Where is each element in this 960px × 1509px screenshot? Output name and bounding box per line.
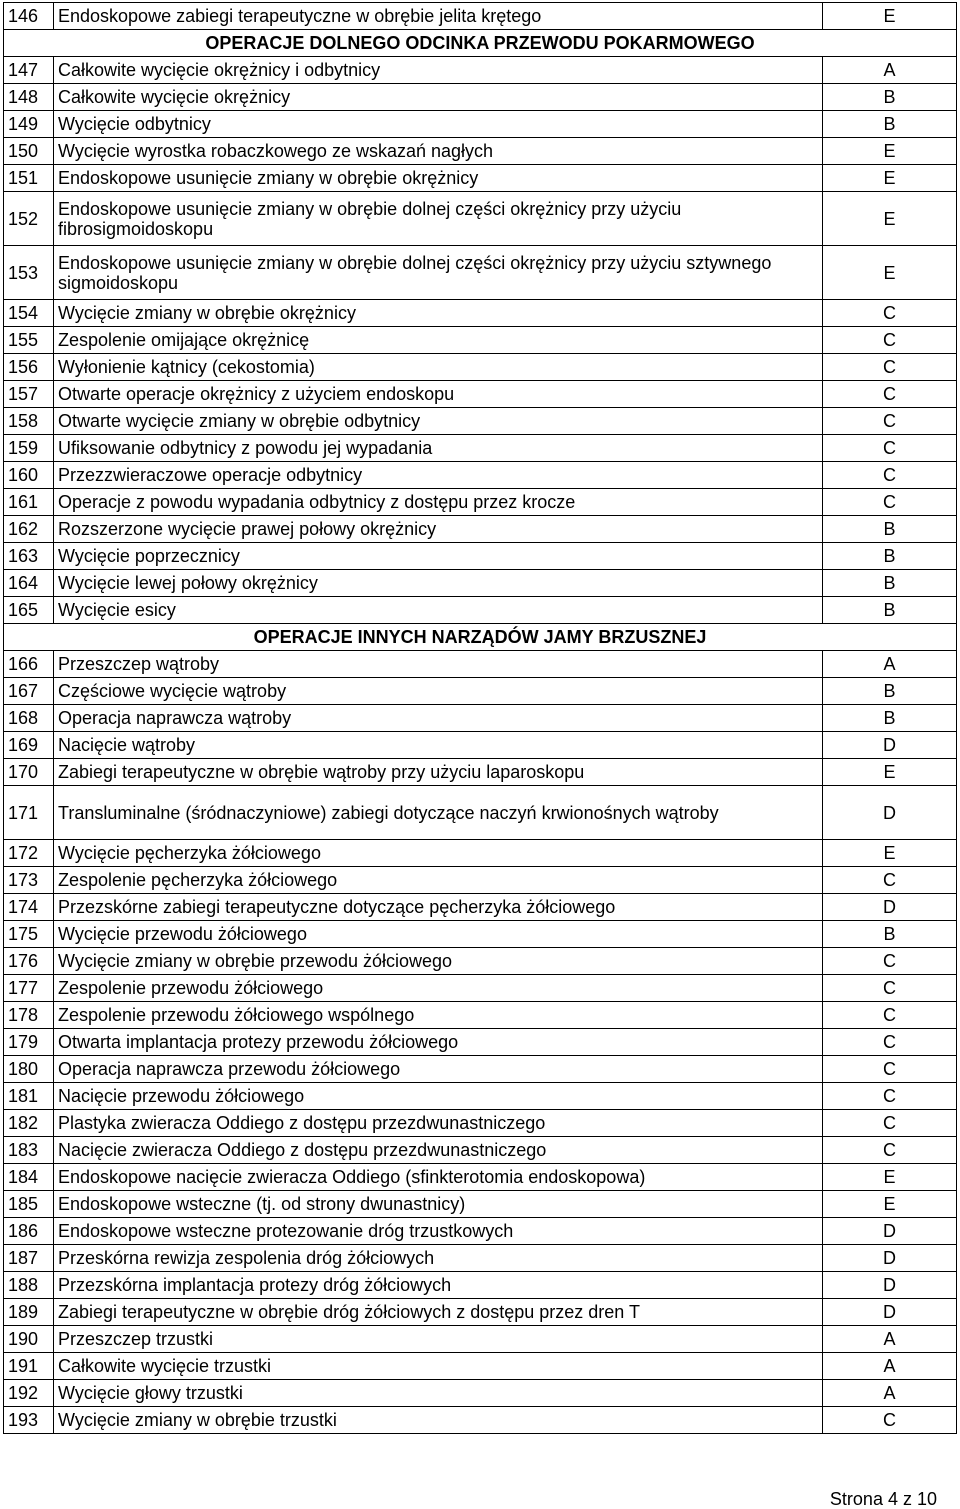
- procedure-category: C: [823, 1029, 957, 1056]
- table-row: [4, 705, 957, 732]
- procedure-category: B: [823, 678, 957, 705]
- procedure-number: 172: [4, 840, 54, 867]
- table-row: [4, 1326, 957, 1353]
- procedure-description: Przeskórna rewizja zespolenia dróg żółciowych: [54, 1245, 823, 1272]
- procedure-category: E: [823, 759, 957, 786]
- procedure-number: 154: [4, 300, 54, 327]
- procedure-description: Całkowite wycięcie trzustki: [54, 1353, 823, 1380]
- procedure-number: 179: [4, 1029, 54, 1056]
- table-row: [4, 3, 957, 30]
- table-row: [4, 111, 957, 138]
- procedure-category: C: [823, 1056, 957, 1083]
- procedure-number: 181: [4, 1083, 54, 1110]
- procedure-number: 190: [4, 1326, 54, 1353]
- procedure-number: 184: [4, 1164, 54, 1191]
- page-number-footer: Strona 4 z 10: [829, 1489, 937, 1509]
- procedure-number: 159: [4, 435, 54, 462]
- procedure-number: 174: [4, 894, 54, 921]
- procedure-description: Wycięcie lewej połowy okrężnicy: [54, 570, 823, 597]
- table-row: [4, 786, 957, 840]
- procedure-description: Operacja naprawcza wątroby: [54, 705, 823, 732]
- table-row: [4, 408, 957, 435]
- procedure-description: Nacięcie wątroby: [54, 732, 823, 759]
- procedure-description: Wycięcie głowy trzustki: [54, 1380, 823, 1407]
- procedure-description: Transluminalne (śródnaczyniowe) zabiegi dotyczące naczyń krwionośnych wątroby: [54, 786, 823, 840]
- procedure-category: B: [823, 516, 957, 543]
- procedure-number: 157: [4, 381, 54, 408]
- procedure-category: C: [823, 435, 957, 462]
- procedure-description: Rozszerzone wycięcie prawej połowy okrężnicy: [54, 516, 823, 543]
- procedure-number: 175: [4, 921, 54, 948]
- procedure-category: C: [823, 1083, 957, 1110]
- table-row: [4, 1002, 957, 1029]
- table-row: [4, 165, 957, 192]
- procedure-number: 186: [4, 1218, 54, 1245]
- procedure-number: 183: [4, 1137, 54, 1164]
- procedure-description: Ufiksowanie odbytnicy z powodu jej wypadania: [54, 435, 823, 462]
- table-row: [4, 1245, 957, 1272]
- table-row: [4, 1110, 957, 1137]
- table-row: [4, 651, 957, 678]
- procedure-number: 158: [4, 408, 54, 435]
- table-row: [4, 381, 957, 408]
- table-row: [4, 1353, 957, 1380]
- procedure-description: Zespolenie przewodu żółciowego: [54, 975, 823, 1002]
- procedure-category: D: [823, 894, 957, 921]
- table-row: [4, 462, 957, 489]
- procedure-category: C: [823, 1137, 957, 1164]
- procedure-category: E: [823, 3, 957, 30]
- table-row: [4, 570, 957, 597]
- procedure-category: B: [823, 597, 957, 624]
- procedure-description: Przeszczep wątroby: [54, 651, 823, 678]
- table-row: [4, 1218, 957, 1245]
- table-row: [4, 1164, 957, 1191]
- table-row: [4, 246, 957, 300]
- procedure-description: Operacje z powodu wypadania odbytnicy z dostępu przez krocze: [54, 489, 823, 516]
- table-row: [4, 867, 957, 894]
- procedure-description: Całkowite wycięcie okrężnicy: [54, 84, 823, 111]
- table-row: [4, 732, 957, 759]
- procedure-number: 188: [4, 1272, 54, 1299]
- procedure-description: Endoskopowe usunięcie zmiany w obrębie dolnej części okrężnicy przy użyciu sztywnego sigmoidoskopu: [54, 246, 823, 300]
- procedure-category: C: [823, 300, 957, 327]
- procedure-category: E: [823, 192, 957, 246]
- procedure-number: 149: [4, 111, 54, 138]
- procedures-table: [3, 2, 957, 1434]
- table-row: [4, 1137, 957, 1164]
- table-row: [4, 354, 957, 381]
- procedure-description: Endoskopowe usunięcie zmiany w obrębie dolnej części okrężnicy przy użyciu fibrosigmoidoskopu: [54, 192, 823, 246]
- procedure-number: 176: [4, 948, 54, 975]
- procedure-category: E: [823, 165, 957, 192]
- table-row: [4, 1083, 957, 1110]
- procedure-category: E: [823, 840, 957, 867]
- procedure-description: Nacięcie przewodu żółciowego: [54, 1083, 823, 1110]
- table-row: [4, 84, 957, 111]
- procedure-number: 148: [4, 84, 54, 111]
- procedure-number: 161: [4, 489, 54, 516]
- table-row: [4, 192, 957, 246]
- procedure-description: Wycięcie pęcherzyka żółciowego: [54, 840, 823, 867]
- procedure-description: Endoskopowe wsteczne (tj. od strony dwunastnicy): [54, 1191, 823, 1218]
- table-row: [4, 948, 957, 975]
- procedure-number: 178: [4, 1002, 54, 1029]
- table-row: [4, 1407, 957, 1434]
- table-row: [4, 1272, 957, 1299]
- procedure-category: D: [823, 1299, 957, 1326]
- procedure-number: 163: [4, 543, 54, 570]
- procedure-description: Zespolenie przewodu żółciowego wspólnego: [54, 1002, 823, 1029]
- procedure-category: A: [823, 1353, 957, 1380]
- procedure-number: 152: [4, 192, 54, 246]
- section-title: OPERACJE DOLNEGO ODCINKA PRZEWODU POKARMOWEGO: [4, 30, 957, 57]
- table-row: [4, 543, 957, 570]
- procedure-category: D: [823, 1245, 957, 1272]
- table-row: [4, 435, 957, 462]
- procedure-number: 192: [4, 1380, 54, 1407]
- table-row: [4, 1380, 957, 1407]
- procedure-description: Częściowe wycięcie wątroby: [54, 678, 823, 705]
- table-row: [4, 1029, 957, 1056]
- procedure-number: 189: [4, 1299, 54, 1326]
- procedure-category: C: [823, 1002, 957, 1029]
- table-row: [4, 489, 957, 516]
- table-row: [4, 327, 957, 354]
- procedure-number: 191: [4, 1353, 54, 1380]
- procedure-number: 150: [4, 138, 54, 165]
- procedure-number: 187: [4, 1245, 54, 1272]
- procedure-description: Wycięcie zmiany w obrębie okrężnicy: [54, 300, 823, 327]
- procedure-number: 171: [4, 786, 54, 840]
- procedure-description: Operacja naprawcza przewodu żółciowego: [54, 1056, 823, 1083]
- section-title: OPERACJE INNYCH NARZĄDÓW JAMY BRZUSZNEJ: [4, 624, 957, 651]
- procedure-description: Wycięcie odbytnicy: [54, 111, 823, 138]
- procedure-description: Zespolenie pęcherzyka żółciowego: [54, 867, 823, 894]
- procedure-description: Zabiegi terapeutyczne w obrębie wątroby przy użyciu laparoskopu: [54, 759, 823, 786]
- procedure-number: 167: [4, 678, 54, 705]
- procedure-category: C: [823, 1110, 957, 1137]
- procedure-number: 160: [4, 462, 54, 489]
- procedure-description: Otwarta implantacja protezy przewodu żółciowego: [54, 1029, 823, 1056]
- procedure-number: 164: [4, 570, 54, 597]
- procedure-description: Wycięcie wyrostka robaczkowego ze wskazań nagłych: [54, 138, 823, 165]
- procedure-category: C: [823, 408, 957, 435]
- procedure-number: 182: [4, 1110, 54, 1137]
- procedure-description: Wycięcie zmiany w obrębie trzustki: [54, 1407, 823, 1434]
- procedure-number: 165: [4, 597, 54, 624]
- procedure-description: Otwarte wycięcie zmiany w obrębie odbytnicy: [54, 408, 823, 435]
- procedure-category: C: [823, 948, 957, 975]
- procedure-category: B: [823, 84, 957, 111]
- table-row: [4, 975, 957, 1002]
- procedure-description: Endoskopowe usunięcie zmiany w obrębie okrężnicy: [54, 165, 823, 192]
- procedure-number: 147: [4, 57, 54, 84]
- table-row: [4, 516, 957, 543]
- procedure-description: Endoskopowe wsteczne protezowanie dróg trzustkowych: [54, 1218, 823, 1245]
- table-row: [4, 57, 957, 84]
- procedure-category: C: [823, 327, 957, 354]
- procedure-description: Nacięcie zwieracza Oddiego z dostępu przezdwunastniczego: [54, 1137, 823, 1164]
- procedure-category: A: [823, 57, 957, 84]
- procedure-description: Endoskopowe zabiegi terapeutyczne w obrębie jelita krętego: [54, 3, 823, 30]
- procedure-category: C: [823, 354, 957, 381]
- procedure-description: Przeszczep trzustki: [54, 1326, 823, 1353]
- table-row: [4, 1056, 957, 1083]
- procedure-description: Zabiegi terapeutyczne w obrębie dróg żółciowych z dostępu przez dren T: [54, 1299, 823, 1326]
- procedure-category: B: [823, 705, 957, 732]
- procedure-number: 193: [4, 1407, 54, 1434]
- procedure-category: D: [823, 732, 957, 759]
- procedure-number: 180: [4, 1056, 54, 1083]
- table-row: [4, 138, 957, 165]
- procedure-number: 146: [4, 3, 54, 30]
- procedure-category: B: [823, 543, 957, 570]
- procedure-description: Wycięcie przewodu żółciowego: [54, 921, 823, 948]
- procedure-category: D: [823, 1218, 957, 1245]
- procedure-category: E: [823, 1191, 957, 1218]
- procedure-number: 170: [4, 759, 54, 786]
- table-row: [4, 894, 957, 921]
- procedure-category: B: [823, 111, 957, 138]
- procedure-number: 156: [4, 354, 54, 381]
- procedure-number: 166: [4, 651, 54, 678]
- table-row: [4, 759, 957, 786]
- procedure-category: B: [823, 570, 957, 597]
- procedure-description: Przezskórna implantacja protezy dróg żółciowych: [54, 1272, 823, 1299]
- procedure-category: D: [823, 1272, 957, 1299]
- table-row: [4, 300, 957, 327]
- table-row: [4, 597, 957, 624]
- procedure-description: Przezzwieraczowe operacje odbytnicy: [54, 462, 823, 489]
- procedure-category: C: [823, 1407, 957, 1434]
- procedure-number: 168: [4, 705, 54, 732]
- procedure-description: Endoskopowe nacięcie zwieracza Oddiego (sfinkterotomia endoskopowa): [54, 1164, 823, 1191]
- section-header-row: [4, 30, 957, 57]
- procedures-table-body: [4, 3, 957, 1434]
- table-row: [4, 678, 957, 705]
- procedure-category: C: [823, 489, 957, 516]
- procedure-number: 155: [4, 327, 54, 354]
- table-row: [4, 1191, 957, 1218]
- procedure-number: 185: [4, 1191, 54, 1218]
- procedure-description: Wyłonienie kątnicy (cekostomia): [54, 354, 823, 381]
- procedure-description: Wycięcie zmiany w obrębie przewodu żółciowego: [54, 948, 823, 975]
- procedure-category: E: [823, 138, 957, 165]
- procedure-number: 177: [4, 975, 54, 1002]
- table-row: [4, 840, 957, 867]
- procedure-category: C: [823, 975, 957, 1002]
- procedure-description: Wycięcie poprzecznicy: [54, 543, 823, 570]
- procedure-category: C: [823, 867, 957, 894]
- table-row: [4, 921, 957, 948]
- section-header-row: [4, 624, 957, 651]
- procedure-description: Plastyka zwieracza Oddiego z dostępu przezdwunastniczego: [54, 1110, 823, 1137]
- procedure-description: Otwarte operacje okrężnicy z użyciem endoskopu: [54, 381, 823, 408]
- procedure-category: B: [823, 921, 957, 948]
- procedure-category: A: [823, 1326, 957, 1353]
- procedure-number: 162: [4, 516, 54, 543]
- procedure-description: Przezskórne zabiegi terapeutyczne dotyczące pęcherzyka żółciowego: [54, 894, 823, 921]
- procedure-category: A: [823, 1380, 957, 1407]
- procedure-number: 151: [4, 165, 54, 192]
- procedure-category: D: [823, 786, 957, 840]
- procedure-category: C: [823, 381, 957, 408]
- procedure-number: 173: [4, 867, 54, 894]
- procedure-category: E: [823, 1164, 957, 1191]
- procedure-category: C: [823, 462, 957, 489]
- procedure-description: Wycięcie esicy: [54, 597, 823, 624]
- procedure-category: E: [823, 246, 957, 300]
- procedure-description: Zespolenie omijające okrężnicę: [54, 327, 823, 354]
- procedure-number: 153: [4, 246, 54, 300]
- procedure-number: 169: [4, 732, 54, 759]
- procedure-description: Całkowite wycięcie okrężnicy i odbytnicy: [54, 57, 823, 84]
- table-row: [4, 1299, 957, 1326]
- procedure-category: A: [823, 651, 957, 678]
